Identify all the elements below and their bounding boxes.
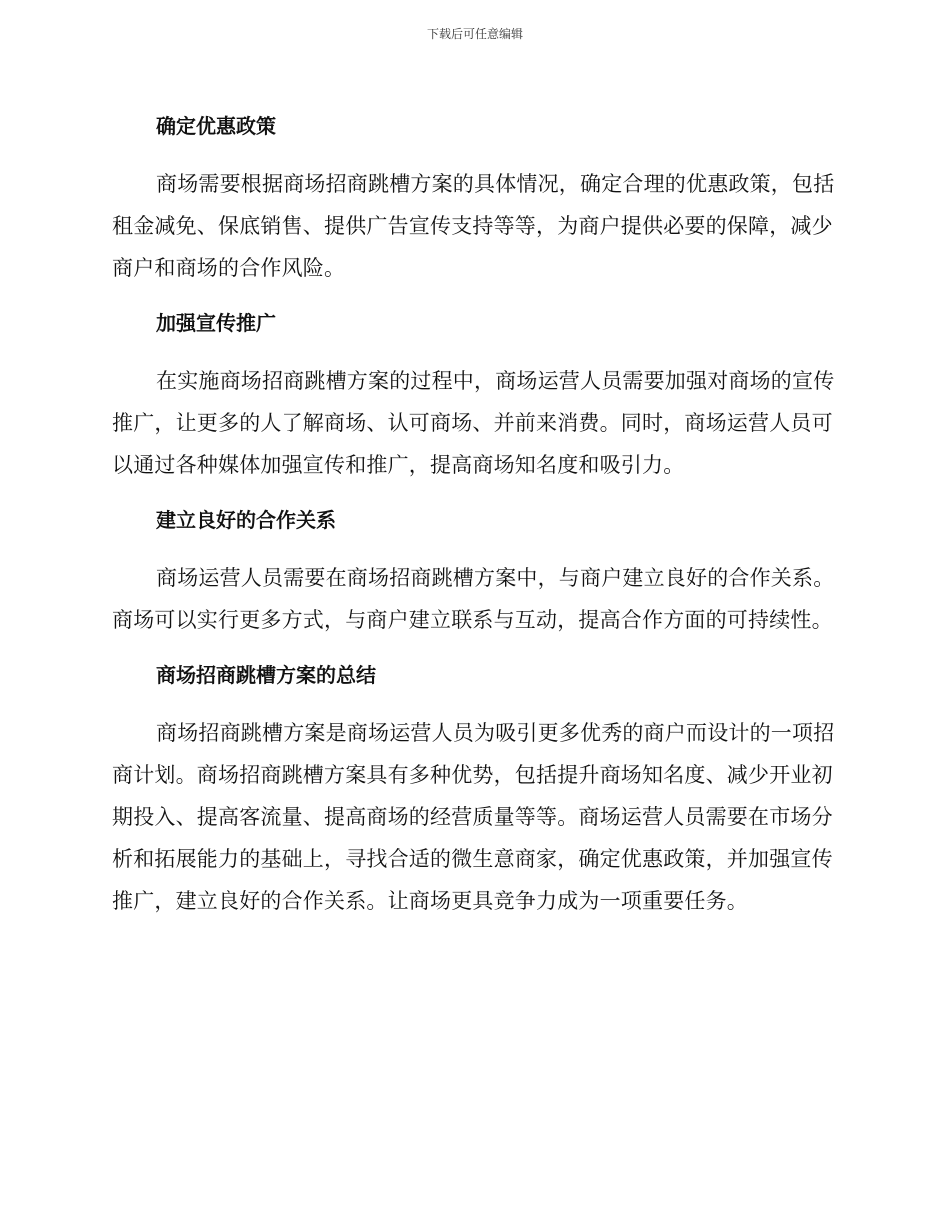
section-paragraph: 商场招商跳槽方案是商场运营人员为吸引更多优秀的商户而设计的一项招商计划。商场招商跳槽方案具有多种优势，包括提升商场知名度、减少开业初期投入、提高客流量、提高商场的经营质量等等。商场运营人员需要在市场分析和拓展能力的基础上，寻找合适的微生意商家，确定优惠政策，并加强宣传推广，建立良好的合作关系。让商场更具竞争力成为一项重要任务。 (112, 721, 835, 913)
section-title: 确定优惠政策 (156, 114, 276, 138)
section-paragraph: 在实施商场招商跳槽方案的过程中，商场运营人员需要加强对商场的宣传推广，让更多的人了解商场、认可商场、并前来消费。同时，商场运营人员可以通过各种媒体加强宣传和推广，提高商场知名度和吸引力。 (112, 369, 835, 477)
section-title: 加强宣传推广 (156, 311, 276, 335)
section-title: 商场招商跳槽方案的总结 (156, 663, 376, 687)
section-preferential-policy (112, 106, 838, 289)
section-title: 建立良好的合作关系 (156, 508, 336, 532)
section-summary (112, 655, 838, 922)
page-header: 下载后可任意编辑 (426, 26, 523, 41)
section-paragraph: 商场需要根据商场招商跳槽方案的具体情况，确定合理的优惠政策，包括租金减免、保底销售、提供广告宣传支持等等，为商户提供必要的保障，减少商户和商场的合作风险。 (112, 172, 835, 280)
section-cooperation (112, 500, 838, 641)
document-body (112, 66, 838, 922)
section-paragraph: 商场运营人员需要在商场招商跳槽方案中，与商户建立良好的合作关系。商场可以实行更多方式，与商户建立联系与互动，提高合作方面的可持续性。 (112, 566, 835, 632)
section-promotion (112, 303, 838, 486)
